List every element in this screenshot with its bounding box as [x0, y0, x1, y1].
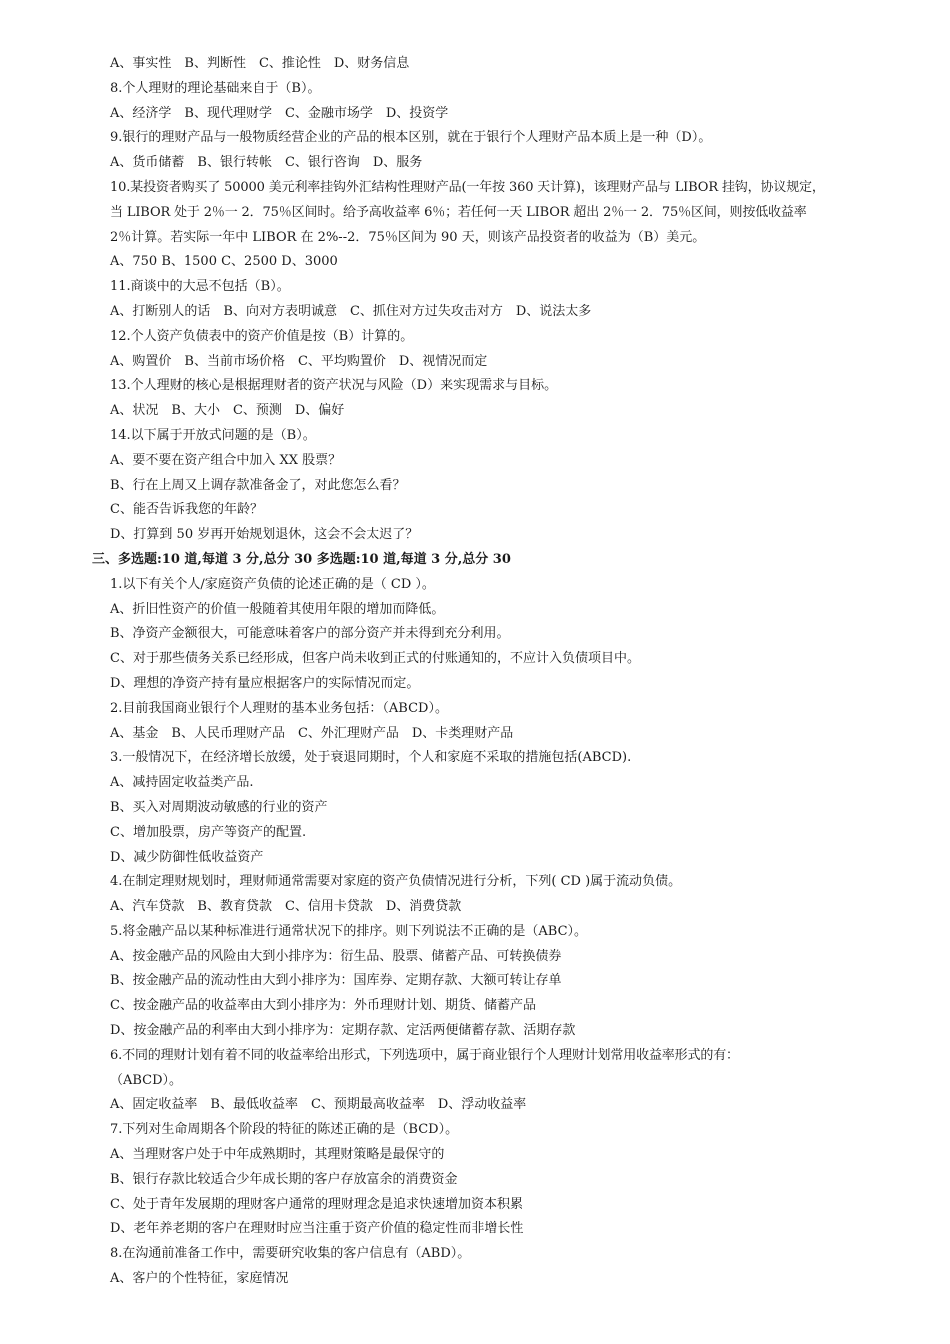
option-line: D、减少防御性低收益资产: [110, 849, 264, 865]
option-line: A、打断别人的话 B、向对方表明诚意 C、抓住对方过失攻击对方 D、说法太多: [110, 303, 592, 319]
question-line: 5.将金融产品以某种标准进行通常状况下的排序。则下列说法不正确的是（ABC）。: [110, 923, 588, 939]
option-line: A、购置价 B、当前市场价格 C、平均购置价 D、视情况而定: [110, 353, 488, 369]
option-line: A、折旧性资产的价值一般随着其使用年限的增加而降低。: [110, 601, 445, 617]
option-line: C、对于那些债务关系已经形成，但客户尚未收到正式的付账通知的，不应计入负债项目中。: [110, 651, 640, 667]
question-line: 7.下列对生命周期各个阶段的特征的陈述正确的是（BCD）。: [110, 1122, 459, 1138]
question-line: 1.以下有关个人/家庭资产负债的论述正确的是（ CD ）。: [110, 576, 435, 592]
option-line: A、固定收益率 B、最低收益率 C、预期最高收益率 D、浮动收益率: [110, 1097, 527, 1113]
question-line: 8.个人理财的理论基础来自于（B）。: [110, 80, 321, 96]
option-line: C、增加股票，房产等资产的配置.: [110, 824, 307, 840]
option-line: A、货币储蓄 B、银行转帐 C、银行咨询 D、服务: [110, 155, 423, 171]
option-line: D、理想的净资产持有量应根据客户的实际情况而定。: [110, 675, 420, 691]
option-line: A、按金融产品的风险由大到小排序为：衍生品、股票、储蓄产品、可转换债券: [110, 948, 562, 964]
question-line: 11.商谈中的大忌不包括（B）。: [110, 279, 290, 295]
question-line: （ABCD）。: [110, 1072, 183, 1088]
option-line: B、买入对周期波动敏感的行业的资产: [110, 799, 328, 815]
question-line: 9.银行的理财产品与一般物质经营企业的产品的根本区别，就在于银行个人理财产品本质上是一种（D）。: [110, 130, 712, 146]
option-line: B、银行存款比较适合少年成长期的客户存放富余的消费资金: [110, 1171, 458, 1187]
document-page: [0, 52, 950, 1292]
option-line: C、能否告诉我您的年龄？: [110, 502, 263, 518]
option-line: A、当理财客户处于中年成熟期时，其理财策略是最保守的: [110, 1147, 445, 1163]
option-line: B、行在上周又上调存款准备金了，对此您怎么看？: [110, 477, 406, 493]
section-heading: 三、多选题:10 道,每道 3 分,总分 30 多选题:10 道,每道 3 分,总分 30: [92, 551, 511, 567]
option-line: A、状况 B、大小 C、预测 D、偏好: [110, 403, 345, 419]
option-line: A、事实性 B、判断性 C、推论性 D、财务信息: [110, 56, 410, 71]
question-line: 12.个人资产负债表中的资产价值是按（B）计算的。: [110, 328, 414, 344]
question-line: 2％计算。若实际一年中 LIBOR 在 2%--2．75％区间为 90 天，则该产品投资者的收益为（B）美元。: [110, 229, 706, 245]
question-line: 14.以下属于开放式问题的是（B）。: [110, 427, 316, 443]
option-line: A、经济学 B、现代理财学 C、金融市场学 D、投资学: [110, 105, 449, 121]
question-line: 当 LIBOR 处于 2％一 2．75％区间时。给予高收益率 6％；若任何一天 LIBOR 超出 2％一 2．75％区间，则按低收益率: [110, 204, 807, 220]
option-line: C、处于青年发展期的理财客户通常的理财理念是追求快速增加资本积累: [110, 1196, 523, 1212]
question-line: 3.一般情况下，在经济增长放缓，处于衰退同期时，个人和家庭不采取的措施包括(ABCD).: [110, 750, 632, 766]
option-line: A、要不要在资产组合中加入 XX 股票？: [110, 452, 342, 468]
question-line: 6.不同的理财计划有着不同的收益率给出形式，下列选项中，属于商业银行个人理财计划常用收益率形式的有：: [110, 1047, 739, 1063]
option-line: D、打算到 50 岁再开始规划退休，这会不会太迟了？: [110, 527, 419, 543]
option-line: A、基金 B、人民币理财产品 C、外汇理财产品 D、卡类理财产品: [110, 725, 514, 741]
question-line: 2.目前我国商业银行个人理财的基本业务包括：（ABCD）。: [110, 700, 448, 716]
option-line: B、净资产金额很大，可能意味着客户的部分资产并未得到充分利用。: [110, 626, 510, 642]
question-line: 4.在制定理财规划时，理财师通常需要对家庭的资产负债情况进行分析，下列( CD )属于流动负债。: [110, 874, 682, 890]
option-line: D、老年养老期的客户在理财时应当注重于资产价值的稳定性而非增长性: [110, 1221, 524, 1237]
option-line: A、汽车贷款 B、教育贷款 C、信用卡贷款 D、消费贷款: [110, 899, 462, 915]
option-line: A、750 B、1500 C、2500 D、3000: [110, 254, 338, 270]
option-line: D、按金融产品的利率由大到小排序为：定期存款、定活两便储蓄存款、活期存款: [110, 1023, 576, 1039]
question-line: 13.个人理财的核心是根据理财者的资产状况与风险（D）来实现需求与目标。: [110, 378, 558, 394]
option-line: C、按金融产品的收益率由大到小排序为：外币理财计划、期货、储蓄产品: [110, 998, 536, 1014]
option-line: A、减持固定收益类产品.: [110, 775, 254, 791]
option-line: A、客户的个性特征，家庭情况: [110, 1271, 289, 1287]
question-line: 8.在沟通前准备工作中，需要研究收集的客户信息有（ABD）。: [110, 1246, 471, 1262]
option-line: B、按金融产品的流动性由大到小排序为：国库券、定期存款、大额可转让存单: [110, 973, 562, 989]
question-line: 10.某投资者购买了 50000 美元利率挂钩外汇结构性理财产品(一年按 360 天计算)，该理财产品与 LIBOR 挂钩，协议规定，: [110, 179, 825, 195]
